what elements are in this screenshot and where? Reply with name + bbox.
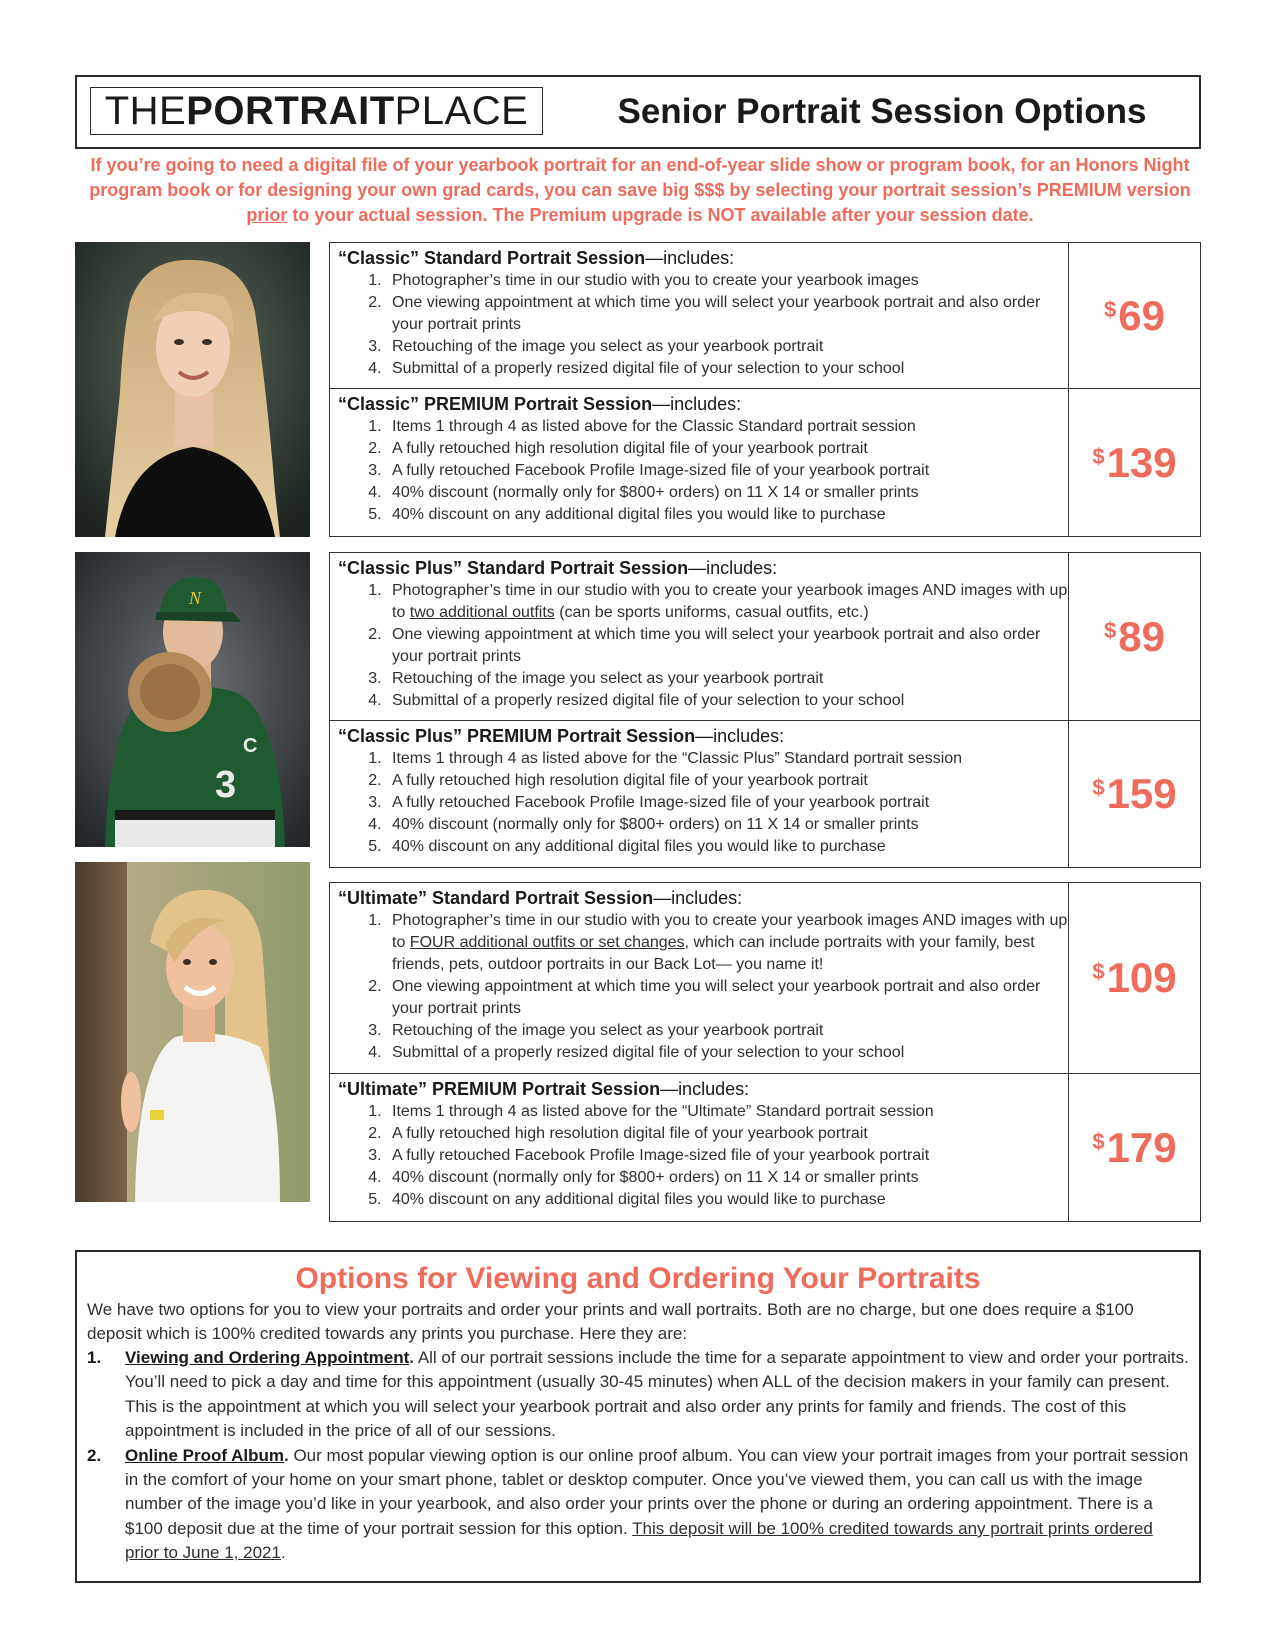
package-classic-standard	[329, 242, 1201, 389]
list-item: 4. Submittal of a properly resized digital file of your selection to your school	[386, 690, 1070, 712]
viewing-options-box	[75, 1250, 1201, 1583]
list-item: 3. A fully retouched Facebook Profile Image-sized file of your yearbook portrait	[386, 792, 1070, 814]
package-title: “Classic Plus” PREMIUM Portrait Session—includes:	[338, 726, 785, 746]
list-item: 1. Items 1 through 4 as listed above for the Classic Standard portrait session	[386, 416, 1070, 438]
list-item: 5. 40% discount on any additional digital files you would like to purchase	[386, 836, 1070, 858]
package-includes-list	[338, 748, 1070, 858]
list-item: 3. Retouching of the image you select as your yearbook portrait	[386, 1020, 1070, 1042]
package-title: “Classic” Standard Portrait Session—includes:	[338, 248, 735, 268]
list-item: 4. 40% discount (normally only for $800+ orders) on 11 X 14 or smaller prints	[386, 1167, 1070, 1189]
logo: THEPORTRAITPLACE	[90, 87, 543, 135]
list-item: 1. Photographer’s time in our studio with you to create your yearbook images AND images with up to FOUR additional outfits or set changes, which can include portraits with your family, best friends, pets, outdoor portraits in our Back Lot— you name it!	[386, 910, 1070, 976]
options-intro: We have two options for you to view your portraits and order your prints and wall portraits. Both are no charge, but one does require a $100 deposit which is 100% credited towards any prints you purchase. Here they are:	[87, 1300, 1134, 1343]
list-item: 1. Photographer’s time in our studio with you to create your yearbook images	[386, 270, 1070, 292]
package-title: “Ultimate” Standard Portrait Session—includes:	[338, 888, 743, 908]
svg-text:3: 3	[215, 764, 237, 806]
options-title: Options for Viewing and Ordering Your Portraits	[295, 1262, 981, 1295]
list-item: 4. 40% discount (normally only for $800+ orders) on 11 X 14 or smaller prints	[386, 814, 1070, 836]
portrait-image-3	[75, 862, 310, 1202]
list-item: 4. 40% discount (normally only for $800+ orders) on 11 X 14 or smaller prints	[386, 482, 1070, 504]
list-item: 3. Retouching of the image you select as your yearbook portrait	[386, 668, 1070, 690]
package-classic-plus-standard	[329, 552, 1201, 721]
photo-ultimate	[75, 862, 310, 1202]
package-classic-plus-premium	[329, 720, 1201, 868]
photo-classic-plus	[75, 552, 310, 847]
list-item: 3. A fully retouched Facebook Profile Image-sized file of your yearbook portrait	[386, 1145, 1070, 1167]
package-price: $ 69	[1068, 243, 1200, 388]
list-item: 2. A fully retouched high resolution digital file of your yearbook portrait	[386, 1123, 1070, 1145]
list-item: 3. Retouching of the image you select as your yearbook portrait	[386, 336, 1070, 358]
list-item: 1. Photographer’s time in our studio with you to create your yearbook images AND images with up to two additional outfits (can be sports uniforms, casual outfits, etc.)	[386, 580, 1070, 624]
list-item: 2. One viewing appointment at which time you will select your yearbook portrait and also order your portrait prints	[386, 292, 1070, 336]
package-price: $ 139	[1068, 389, 1200, 536]
list-item: 4. Submittal of a properly resized digital file of your selection to your school	[386, 1042, 1070, 1064]
svg-text:C: C	[243, 735, 258, 757]
package-includes-list	[338, 1101, 1070, 1211]
package-title: “Ultimate” PREMIUM Portrait Session—includes:	[338, 1079, 750, 1099]
list-item: 1. Viewing and Ordering Appointment. All of our portrait sessions include the time for a separate appointment to view and order your portraits. You’ll need to pick a day and time for this appointment (usually 30-45 minutes) when ALL of the decision makers in your family can present. This is the appointment at which you will select your yearbook portrait and also order any prints for family and friends. The cost of this appointment is included in the price of all of our sessions.	[87, 1348, 1189, 1441]
package-title: “Classic Plus” Standard Portrait Session—includes:	[338, 558, 778, 578]
intro-notice: If you’re going to need a digital file of your yearbook portrait for an end-of-year slide show or program book, for an Honors Night program book or for designing your own grad cards, you can save big $$$ by selecting your portrait session’s PREMIUM version prior to your actual session. The Premium upgrade is NOT available after your session date.	[89, 155, 1191, 225]
package-includes-list	[338, 270, 1070, 380]
package-includes-list	[338, 580, 1070, 712]
package-price: $ 159	[1068, 721, 1200, 867]
list-item: 2. A fully retouched high resolution digital file of your yearbook portrait	[386, 438, 1070, 460]
svg-text:N: N	[188, 588, 202, 608]
list-item: 1. Items 1 through 4 as listed above for the “Classic Plus” Standard portrait session	[386, 748, 1070, 770]
header-box	[75, 75, 1201, 149]
list-item: 2. A fully retouched high resolution digital file of your yearbook portrait	[386, 770, 1070, 792]
package-includes-list	[338, 910, 1070, 1064]
list-item: 5. 40% discount on any additional digital files you would like to purchase	[386, 504, 1070, 526]
list-item: 2. One viewing appointment at which time you will select your yearbook portrait and also order your portrait prints	[386, 976, 1070, 1020]
portrait-image-1	[75, 242, 310, 537]
photo-classic	[75, 242, 310, 537]
package-price: $ 179	[1068, 1074, 1200, 1221]
package-ultimate-premium	[329, 1073, 1201, 1222]
list-item: 1. Items 1 through 4 as listed above for the “Ultimate” Standard portrait session	[386, 1101, 1070, 1123]
page-title: Senior Portrait Session Options	[617, 92, 1147, 131]
package-price: $ 89	[1068, 553, 1200, 720]
list-item: 3. A fully retouched Facebook Profile Image-sized file of your yearbook portrait	[386, 460, 1070, 482]
package-ultimate-standard	[329, 882, 1201, 1074]
package-classic-premium	[329, 388, 1201, 537]
list-item: 5. 40% discount on any additional digital files you would like to purchase	[386, 1189, 1070, 1211]
package-title: “Classic” PREMIUM Portrait Session—includes:	[338, 394, 742, 414]
portrait-image-2	[75, 552, 310, 847]
list-item: 4. Submittal of a properly resized digital file of your selection to your school	[386, 358, 1070, 380]
list-item: 2. Online Proof Album. Our most popular viewing option is our online proof album. You can view your portrait images from your portrait session in the comfort of your home on your smart phone, tablet or desktop computer. Once you’ve viewed them, you can call us with the image number of the image you’d like in your yearbook, and also order your prints over the phone or during an ordering appointment. There is a $100 deposit due at the time of your portrait session for this option. This deposit will be 100% credited towards any portrait prints ordered prior to June 1, 2021.	[87, 1445, 1189, 1563]
package-price: $ 109	[1068, 883, 1200, 1073]
package-includes-list	[338, 416, 1070, 526]
list-item: 2. One viewing appointment at which time you will select your yearbook portrait and also order your portrait prints	[386, 624, 1070, 668]
options-list	[87, 1346, 1189, 1566]
